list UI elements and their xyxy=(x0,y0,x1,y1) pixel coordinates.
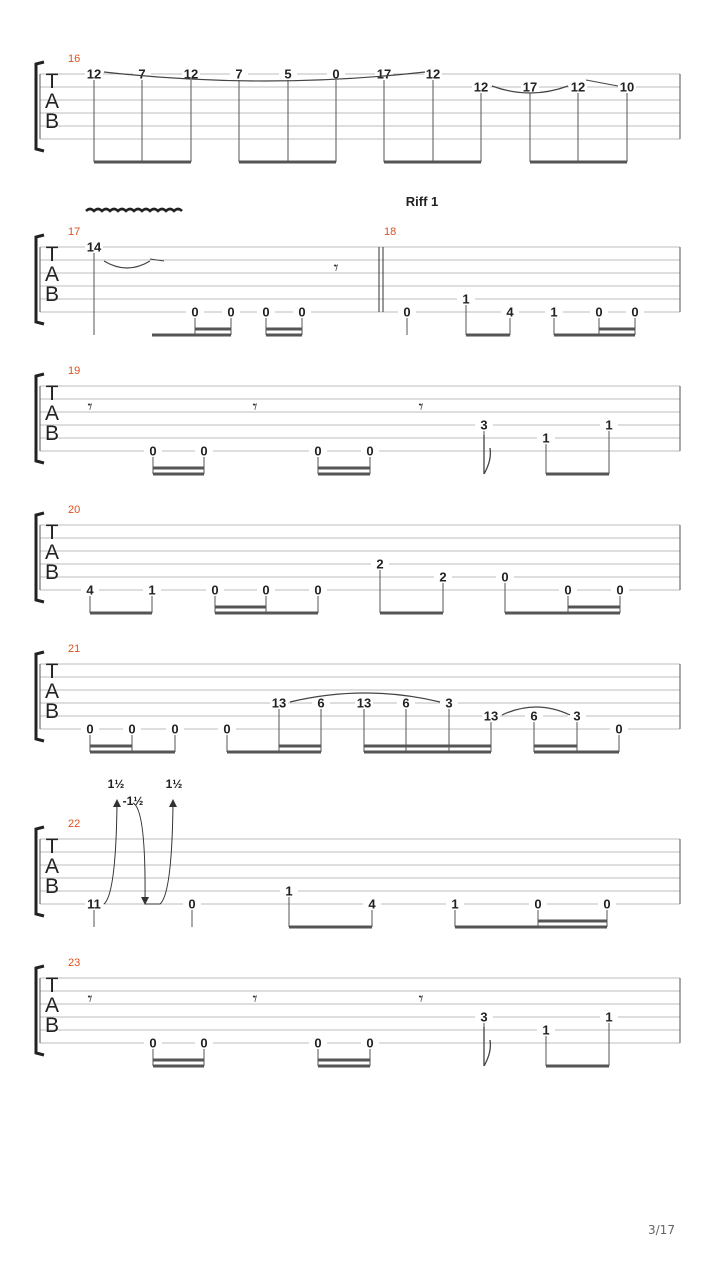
fret-number: 13 xyxy=(356,695,372,711)
fret-number: 6 xyxy=(402,695,410,711)
fret-number: 4 xyxy=(506,304,514,320)
fret-number: 5 xyxy=(284,66,292,82)
eighth-rest: 𝄾 xyxy=(87,988,93,1010)
fret-number: 13 xyxy=(483,708,499,724)
tab-system xyxy=(36,643,680,752)
eighth-rest: 𝄾 xyxy=(333,257,339,279)
fret-number: 3 xyxy=(573,708,581,724)
fret-number: 0 xyxy=(211,582,219,598)
tab-clef-letter: T xyxy=(45,660,59,683)
tab-clef-letter: A xyxy=(44,263,60,286)
fret-number: 7 xyxy=(138,66,146,82)
tab-clef-letter: B xyxy=(44,422,60,445)
fret-number: 0 xyxy=(149,1035,157,1051)
measure-number: 19 xyxy=(68,365,81,377)
measure-number: 17 xyxy=(68,226,81,238)
tab-system xyxy=(36,365,680,474)
fret-number: 0 xyxy=(171,721,179,737)
fret-number: 0 xyxy=(200,1035,208,1051)
tab-clef-letter: A xyxy=(44,541,60,564)
eighth-rest: 𝄾 xyxy=(252,396,258,418)
fret-number: 1 xyxy=(542,430,550,446)
tab-clef-letter: T xyxy=(45,521,59,544)
fret-number: 7 xyxy=(235,66,243,82)
fret-number: 3 xyxy=(480,417,488,433)
tab-clef-letter: B xyxy=(44,875,60,898)
fret-number: 3 xyxy=(445,695,453,711)
fret-number: 12 xyxy=(473,79,489,95)
tab-clef-letter: A xyxy=(44,855,60,878)
fret-number: 1 xyxy=(550,304,558,320)
tab-clef-letter: A xyxy=(44,402,60,425)
fret-number: 1 xyxy=(148,582,156,598)
page-number: 3/17 xyxy=(648,1223,675,1237)
fret-number: 0 xyxy=(501,569,509,585)
fret-number: 0 xyxy=(616,582,624,598)
tab-clef-letter: T xyxy=(45,835,59,858)
fret-number: 0 xyxy=(314,1035,322,1051)
tab-system xyxy=(36,818,680,927)
fret-number: 11 xyxy=(87,896,101,912)
tab-system xyxy=(36,226,680,335)
bend-curve xyxy=(145,803,173,904)
slur xyxy=(104,261,150,268)
eighth-rest: 𝄾 xyxy=(418,988,424,1010)
fret-number: 2 xyxy=(439,569,447,585)
fret-number: 2 xyxy=(376,556,384,572)
grace-flag xyxy=(484,435,490,474)
tab-clef-letter: B xyxy=(44,561,60,584)
fret-number: 0 xyxy=(298,304,306,320)
bend-amount-label: -1½ xyxy=(122,794,144,808)
tab-system xyxy=(36,53,680,162)
fret-number: 1 xyxy=(542,1022,550,1038)
tab-clef-letter: A xyxy=(44,680,60,703)
bend-curve xyxy=(104,803,117,904)
fret-number: 13 xyxy=(271,695,287,711)
measure-number: 22 xyxy=(68,818,81,830)
grace-flag xyxy=(484,1027,490,1066)
tab-clef-letter: T xyxy=(45,382,59,405)
fret-number: 4 xyxy=(86,582,94,598)
fret-number: 0 xyxy=(200,443,208,459)
fret-number: 1 xyxy=(605,1009,613,1025)
tab-clef-letter: B xyxy=(44,110,60,133)
bend-amount-label: 1½ xyxy=(165,777,183,791)
fret-number: 1 xyxy=(285,883,293,899)
measure-number: 16 xyxy=(68,53,81,65)
fret-number: 1 xyxy=(451,896,459,912)
tab-clef-letter: B xyxy=(44,700,60,723)
fret-number: 0 xyxy=(86,721,94,737)
fret-number: 4 xyxy=(368,896,376,912)
bend-arrow xyxy=(113,799,121,807)
fret-number: 0 xyxy=(631,304,639,320)
slide-line xyxy=(586,80,618,86)
measure-number: 21 xyxy=(68,643,81,655)
fret-number: 14 xyxy=(86,239,102,255)
fret-number: 0 xyxy=(262,304,270,320)
bend-arrow xyxy=(169,799,177,807)
measure-number: 23 xyxy=(68,957,81,969)
fret-number: 6 xyxy=(530,708,538,724)
fret-number: 10 xyxy=(619,79,635,95)
fret-number: 12 xyxy=(570,79,586,95)
fret-number: 0 xyxy=(314,443,322,459)
tab-clef-letter: A xyxy=(44,90,60,113)
fret-number: 6 xyxy=(317,695,325,711)
fret-number: 0 xyxy=(149,443,157,459)
fret-number: 1 xyxy=(605,417,613,433)
tab-clef-letter: B xyxy=(44,283,60,306)
eighth-rest: 𝄾 xyxy=(418,396,424,418)
fret-number: 0 xyxy=(366,1035,374,1051)
fret-number: 0 xyxy=(403,304,411,320)
fret-number: 17 xyxy=(522,79,538,95)
fret-number: 12 xyxy=(86,66,102,82)
fret-number: 0 xyxy=(314,582,322,598)
bend-amount-label: 1½ xyxy=(107,777,125,791)
tab-clef-letter: B xyxy=(44,1014,60,1037)
fret-number: 0 xyxy=(223,721,231,737)
fret-number: 17 xyxy=(376,66,392,82)
fret-number: 0 xyxy=(366,443,374,459)
fret-number: 0 xyxy=(128,721,136,737)
tab-clef-letter: T xyxy=(45,243,59,266)
fret-number: 0 xyxy=(564,582,572,598)
fret-number: 0 xyxy=(227,304,235,320)
fret-number: 0 xyxy=(615,721,623,737)
tab-clef-letter: T xyxy=(45,70,59,93)
measure-number: 18 xyxy=(384,226,397,238)
riff-label: Riff 1 xyxy=(405,194,439,209)
fret-number: 12 xyxy=(183,66,199,82)
fret-number: 0 xyxy=(534,896,542,912)
eighth-rest: 𝄾 xyxy=(87,396,93,418)
tab-system xyxy=(36,957,680,1066)
fret-number: 0 xyxy=(262,582,270,598)
fret-number: 0 xyxy=(188,896,196,912)
tab-system xyxy=(36,504,680,613)
fret-number: 0 xyxy=(191,304,199,320)
tab-clef-letter: A xyxy=(44,994,60,1017)
vibrato-line xyxy=(86,209,182,211)
fret-number: 0 xyxy=(332,66,340,82)
tab-clef-letter: T xyxy=(45,974,59,997)
fret-number: 0 xyxy=(595,304,603,320)
fret-number: 0 xyxy=(603,896,611,912)
fret-number: 1 xyxy=(462,291,470,307)
eighth-rest: 𝄾 xyxy=(252,988,258,1010)
measure-number: 20 xyxy=(68,504,81,516)
fret-number: 3 xyxy=(480,1009,488,1025)
fret-number: 12 xyxy=(425,66,441,82)
